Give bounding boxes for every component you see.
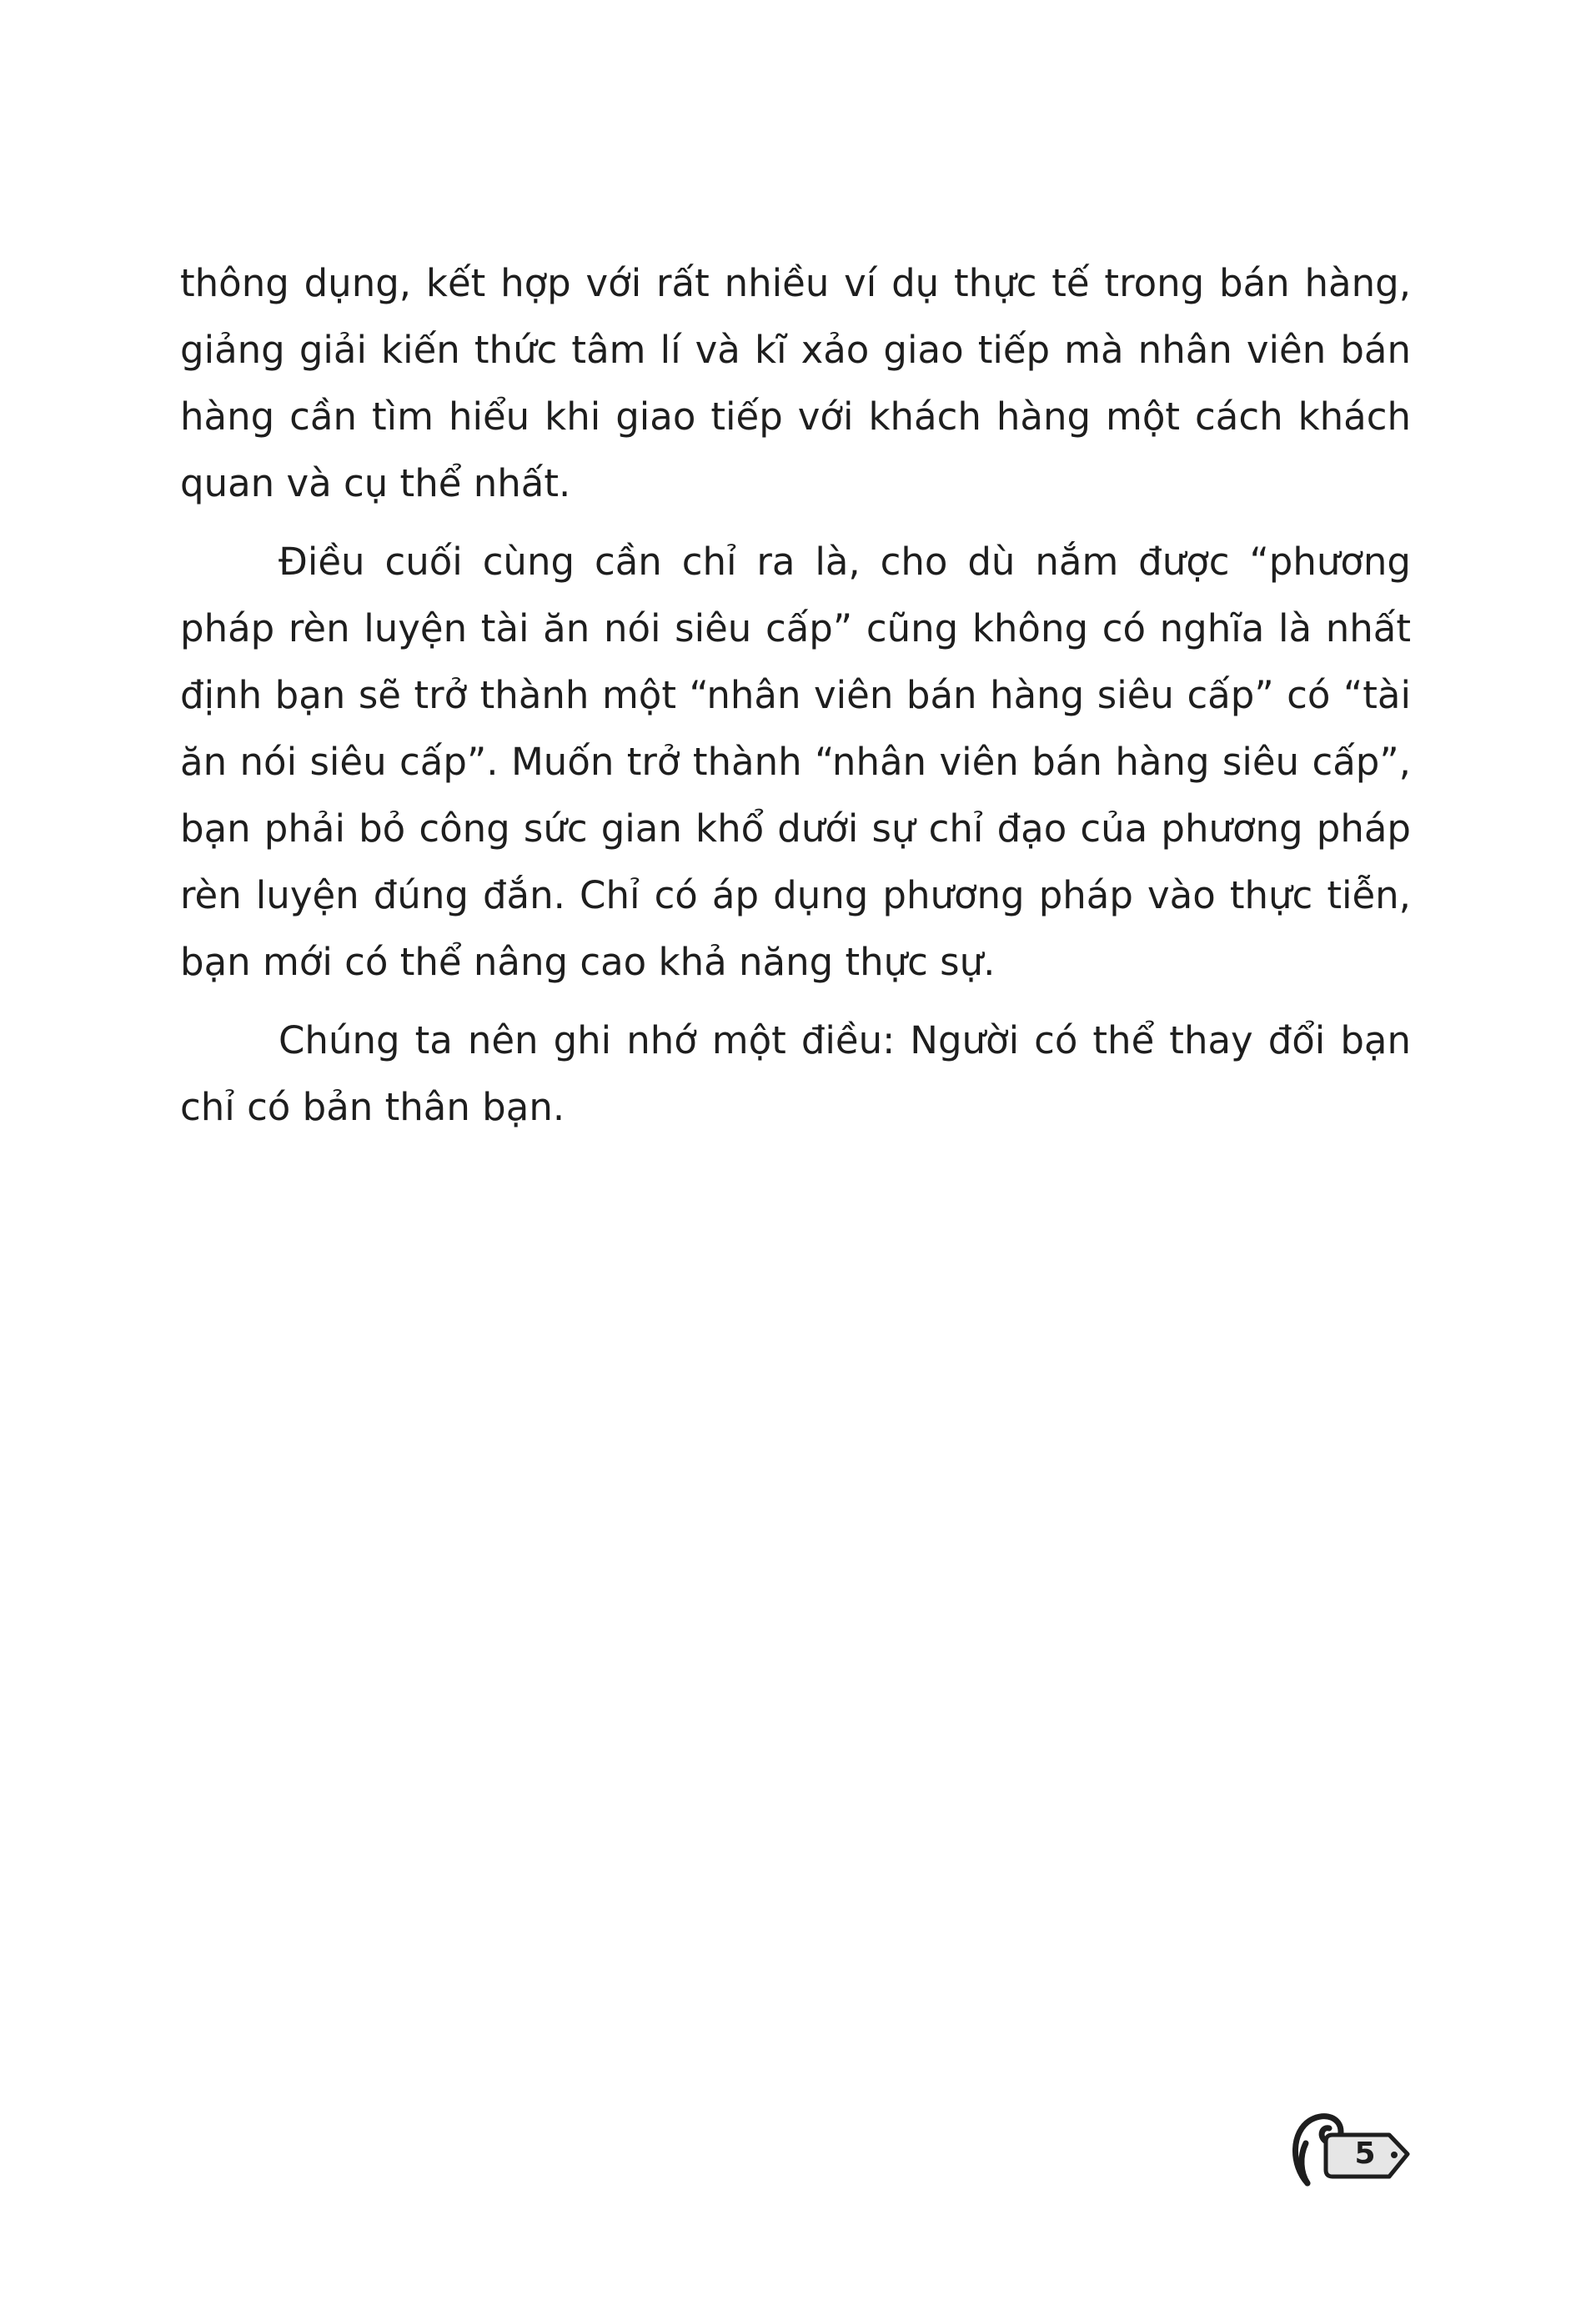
page-number: 5 bbox=[1354, 2137, 1376, 2171]
paragraph: Điều cuối cùng cần chỉ ra là, cho dù nắm được “phương pháp rèn luyện tài ăn nói siêu cấp” cũng không có nghĩa là nhất định bạn sẽ trở thành một “nhân viên bán hàng siêu cấp” có “tài ăn nói siêu cấp”. Muốn trở thành “nhân viên bán hàng siêu cấp”, bạn phải bỏ công sức gian khổ dưới sự chỉ đạo của phương pháp rèn luyện đúng đắn. Chỉ có áp dụng phương pháp vào thực tiễn, bạn mới có thể nâng cao khả năng thực sự. bbox=[180, 540, 1411, 984]
page-body bbox=[180, 250, 1411, 1152]
paragraph: Chúng ta nên ghi nhớ một điều: Người có thể thay đổi bạn chỉ có bản thân bạn. bbox=[180, 1018, 1411, 1129]
page-number-badge bbox=[1282, 2107, 1416, 2198]
paragraph-continued: thông dụng, kết hợp với rất nhiều ví dụ thực tế trong bán hàng, giảng giải kiến thức tâm lí và kĩ xảo giao tiếp mà nhân viên bán hàng cần tìm hiểu khi giao tiếp với khách hàng một cách khách quan và cụ thể nhất. bbox=[180, 261, 1411, 505]
